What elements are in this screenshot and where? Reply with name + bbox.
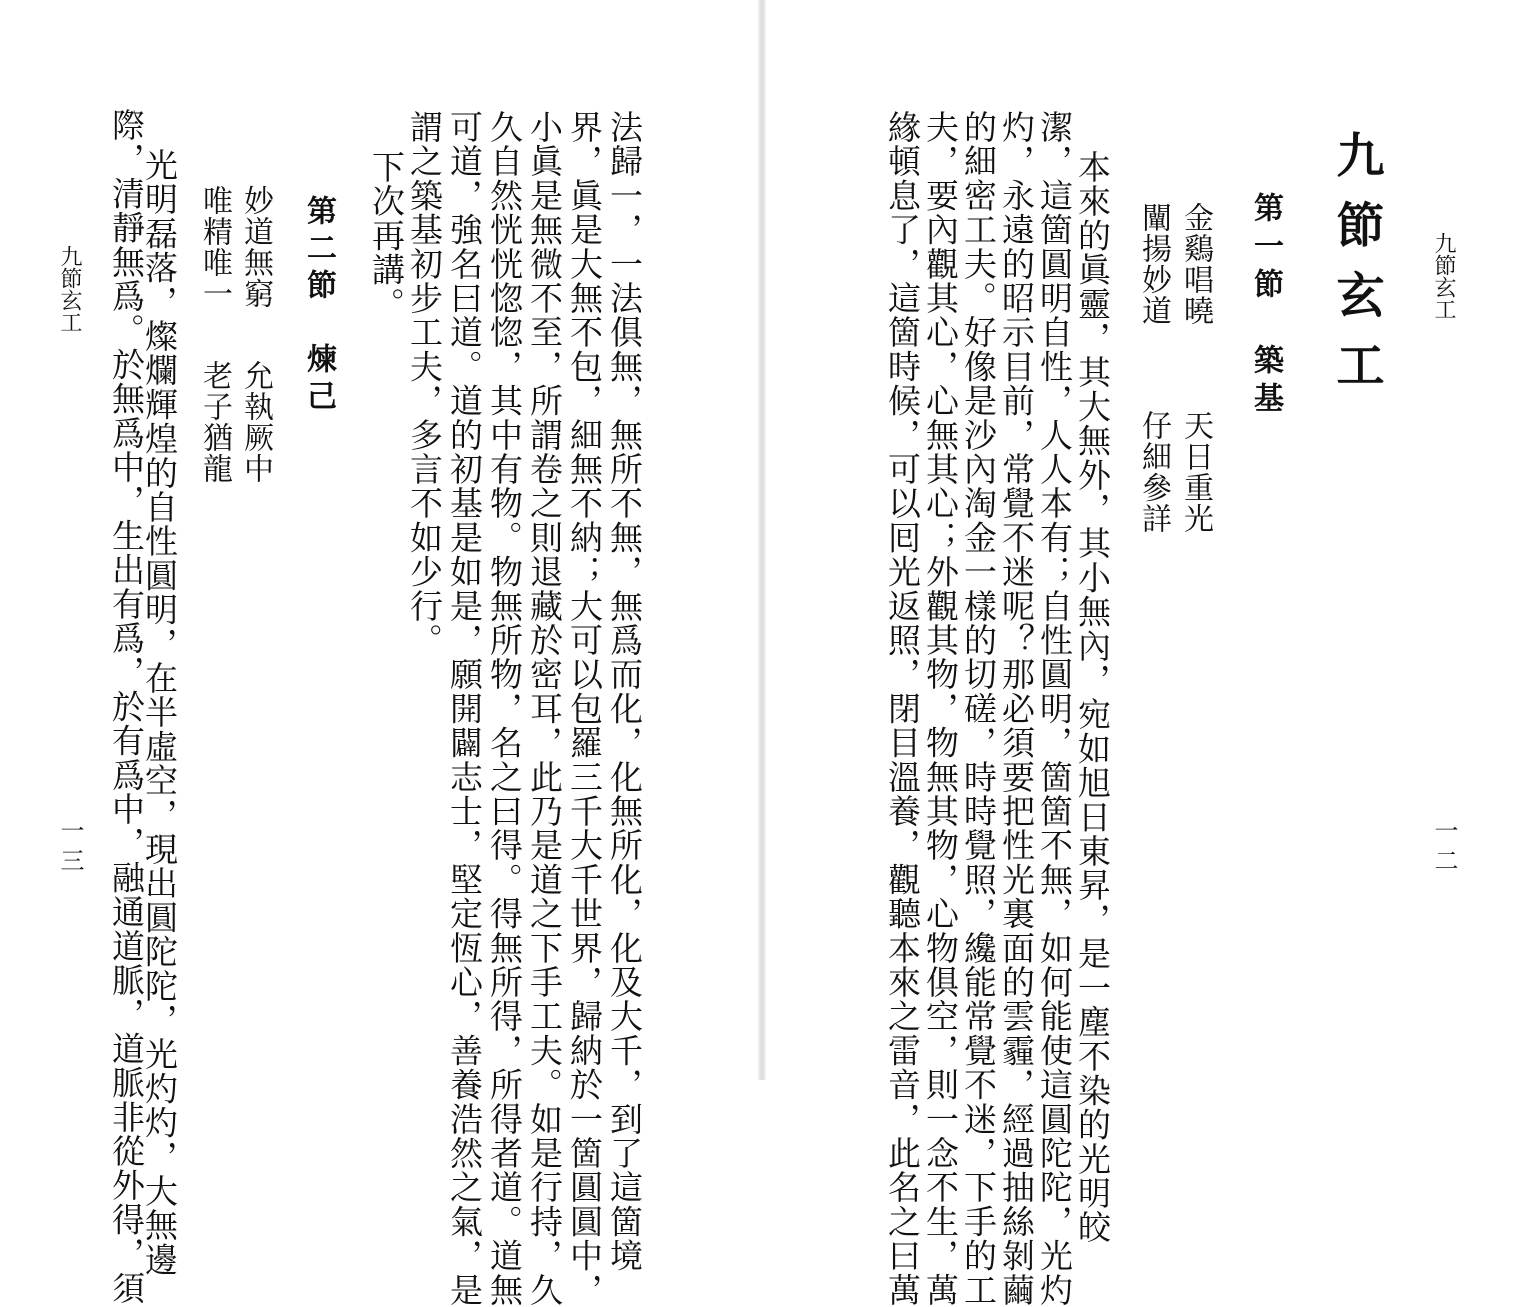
book-title: 九節玄工 <box>1328 130 1384 410</box>
body-line: 灼，永遠的昭示目前，常覺不迷呢？那必須要把性光裏面的雲霾，經過抽絲剝繭 <box>997 110 1036 1307</box>
running-header: 九節玄工 <box>57 245 82 333</box>
body-line: 可道，強名曰道。道的初基是如是，願開闢志士，堅定恆心，善養浩然之氣，是 <box>445 110 484 1307</box>
body-line: 潔，這箇圓明自性，人人本有；自性圓明，箇箇不無，如何能使這圓陀陀，光灼 <box>1035 110 1074 1307</box>
page-number: 一三 <box>56 818 84 878</box>
verse-pair: 老子猶龍 <box>197 360 232 484</box>
body-line: 小眞是無微不至，所謂卷之則退藏於密耳，此乃是道之下手工夫。如是行持，久 <box>525 110 564 1307</box>
body-line: 際，清靜無爲。於無爲中，生出有爲，於有爲中，融通道脈，道脈非從外得，須 <box>107 108 146 1305</box>
section-title: 第二節 煉己 <box>301 195 336 417</box>
body-line: 法歸一，一法俱無，無所不無，無爲而化，化無所化，化及大千，到了這箇境 <box>605 110 644 1273</box>
closing-line: 下次再講。 <box>367 150 406 321</box>
body-line: 緣頓息了，這箇時候，可以囘光返照，閉目溫養，觀聽本來之雷音，此名之曰萬 <box>883 110 922 1307</box>
body-line: 謂之築基初步工夫，多言不如少行。 <box>405 110 444 658</box>
section-title: 第一節 築基 <box>1248 192 1283 420</box>
body-line: 界，眞是大無不包，細無不納；大可以包羅三千大千世界，歸納於一箇圓圓中， <box>565 110 604 1307</box>
book-gutter <box>758 0 766 1080</box>
body-line: 久自然恍恍惚惚，其中有物。物無所物，名之曰得。得無所得，所得者道。道無 <box>485 110 524 1307</box>
verse-line: 金鷄唱曉 <box>1178 202 1213 326</box>
running-header: 九節玄工 <box>1431 232 1456 320</box>
verse-line: 闡揚妙道 <box>1136 202 1171 326</box>
verse-pair: 允執厥中 <box>238 360 273 484</box>
verse-pair: 仔細參詳 <box>1136 410 1171 534</box>
body-line: 的細密工夫。好像是沙內淘金一樣的切磋，時時覺照，纔能常覺不迷，下手的工 <box>959 110 998 1307</box>
left-page <box>0 0 758 1307</box>
body-line: 本來的眞靈，其大無外，其小無內，宛如旭日東昇，是一塵不染的光明皎 <box>1073 150 1112 1245</box>
body-line: 夫，要內觀其心，心無其心；外觀其物，物無其物，心物俱空，則一念不生，萬 <box>921 110 960 1307</box>
right-page <box>766 0 1522 1307</box>
verse-line: 妙道無窮 <box>238 185 273 309</box>
page-number: 一二 <box>1430 818 1458 878</box>
body-line: 光明磊落，燦爛輝煌的自性圓明，在半虛空，現出圓陀陀，光灼灼，大無邊 <box>140 148 179 1277</box>
verse-line: 唯精唯一 <box>197 185 232 309</box>
verse-pair: 天日重光 <box>1178 410 1213 534</box>
